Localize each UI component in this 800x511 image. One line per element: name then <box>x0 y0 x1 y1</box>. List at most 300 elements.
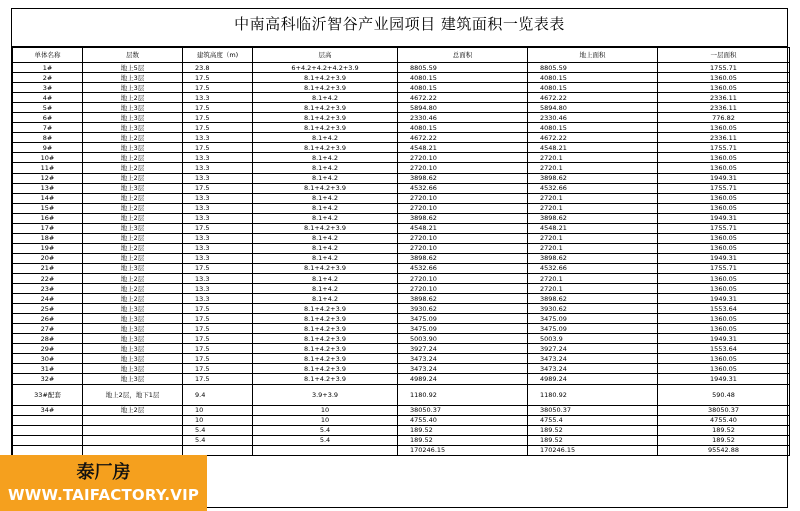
column-header: 一层面积 <box>658 48 790 63</box>
table-cell: 地上3层 <box>83 223 183 233</box>
table-cell: 13.3 <box>183 163 253 173</box>
table-cell: 32# <box>13 374 83 384</box>
table-cell: 8.1+4.2 <box>253 273 398 283</box>
table-row <box>13 83 790 93</box>
table-cell: 8805.59 <box>398 63 528 73</box>
table-cell: 189.52 <box>398 435 528 445</box>
table-cell: 17.5 <box>183 344 253 354</box>
table-cell: 17.5 <box>183 143 253 153</box>
table-cell: 8.1+4.2+3.9 <box>253 334 398 344</box>
table-cell: 4672.22 <box>398 133 528 143</box>
table-cell: 6# <box>13 113 83 123</box>
table-row <box>13 273 790 283</box>
table-cell: 8.1+4.2+3.9 <box>253 263 398 273</box>
column-header: 层数 <box>83 48 183 63</box>
table-cell: 13.3 <box>183 93 253 103</box>
table-row <box>13 253 790 263</box>
table-row <box>13 113 790 123</box>
table-cell: 4080.15 <box>398 73 528 83</box>
table-cell: 地上2层 <box>83 294 183 304</box>
table-cell: 4080.15 <box>398 83 528 93</box>
table-cell: 4548.21 <box>398 223 528 233</box>
table-cell: 13.3 <box>183 243 253 253</box>
table-cell: 95542.88 <box>658 445 790 455</box>
table-cell: 地上3层 <box>83 263 183 273</box>
table-cell: 17.5 <box>183 364 253 374</box>
table-cell: 17.5 <box>183 304 253 314</box>
table-cell: 15# <box>13 203 83 213</box>
table-cell <box>83 445 183 455</box>
table-row <box>13 304 790 314</box>
table-cell: 4672.22 <box>528 93 658 103</box>
table-cell: 7# <box>13 123 83 133</box>
table-row <box>13 203 790 213</box>
watermark-banner <box>0 455 207 511</box>
table-cell: 1360.05 <box>658 153 790 163</box>
table-cell: 4532.66 <box>528 263 658 273</box>
table-cell: 30# <box>13 354 83 364</box>
table-cell: 地上2层，地下1层 <box>83 384 183 405</box>
table-row <box>13 324 790 334</box>
table-cell: 17.5 <box>183 354 253 364</box>
table-cell: 地上2层 <box>83 193 183 203</box>
table-cell: 1360.05 <box>658 273 790 283</box>
table-cell: 8.1+4.2 <box>253 233 398 243</box>
table-header-row <box>13 48 790 63</box>
table-cell: 3475.09 <box>398 314 528 324</box>
table-cell: 17# <box>13 223 83 233</box>
table-cell: 13.3 <box>183 193 253 203</box>
table-cell: 2720.1 <box>528 203 658 213</box>
table-cell: 3898.62 <box>398 294 528 304</box>
table-cell: 28# <box>13 334 83 344</box>
table-cell: 4548.21 <box>528 223 658 233</box>
table-cell: 1553.64 <box>658 344 790 354</box>
table-cell: 8.1+4.2+3.9 <box>253 183 398 193</box>
table-cell: 33#配套 <box>13 384 83 405</box>
table-cell: 170246.15 <box>528 445 658 455</box>
column-header: 地上面积 <box>528 48 658 63</box>
table-cell <box>13 435 83 445</box>
table-row <box>13 243 790 253</box>
table-cell: 4672.22 <box>398 93 528 103</box>
table-cell: 3898.62 <box>398 213 528 223</box>
table-cell: 地上2层 <box>83 284 183 294</box>
table-cell: 4080.15 <box>528 83 658 93</box>
table-row <box>13 63 790 73</box>
table-cell: 1360.05 <box>658 354 790 364</box>
table-cell <box>83 425 183 435</box>
table-cell: 5.4 <box>183 435 253 445</box>
table-cell: 8.1+4.2 <box>253 294 398 304</box>
table-cell: 2720.1 <box>528 284 658 294</box>
table-cell: 17.5 <box>183 374 253 384</box>
table-cell: 27# <box>13 324 83 334</box>
table-cell: 1360.05 <box>658 324 790 334</box>
table-cell: 21# <box>13 263 83 273</box>
table-cell: 地上2层 <box>83 163 183 173</box>
table-cell: 8.1+4.2+3.9 <box>253 304 398 314</box>
table-cell <box>83 435 183 445</box>
table-cell <box>13 445 83 455</box>
table-cell: 9.4 <box>183 384 253 405</box>
table-cell: 1755.71 <box>658 63 790 73</box>
table-row <box>13 415 790 425</box>
table-cell: 地上2层 <box>83 213 183 223</box>
table-cell: 1360.05 <box>658 243 790 253</box>
table-cell: 14# <box>13 193 83 203</box>
table-cell: 地上3层 <box>83 314 183 324</box>
table-cell: 8.1+4.2 <box>253 153 398 163</box>
table-cell: 3473.24 <box>528 364 658 374</box>
table-cell: 2720.1 <box>528 233 658 243</box>
table-cell <box>13 415 83 425</box>
table-cell: 24# <box>13 294 83 304</box>
table-cell: 地上3层 <box>83 354 183 364</box>
table-cell: 3930.62 <box>398 304 528 314</box>
table-cell: 4080.15 <box>398 123 528 133</box>
table-cell: 1949.31 <box>658 294 790 304</box>
table-cell: 1360.05 <box>658 123 790 133</box>
table-row <box>13 344 790 354</box>
table-cell: 4532.66 <box>398 183 528 193</box>
table-cell: 2330.46 <box>528 113 658 123</box>
table-cell: 29# <box>13 344 83 354</box>
table-cell: 16# <box>13 213 83 223</box>
table-cell: 1360.05 <box>658 83 790 93</box>
table-cell: 1360.05 <box>658 364 790 374</box>
table-cell: 8.1+4.2 <box>253 133 398 143</box>
table-cell: 10 <box>253 415 398 425</box>
table-cell: 1180.92 <box>528 384 658 405</box>
table-cell: 地上3层 <box>83 374 183 384</box>
table-cell: 2720.10 <box>398 233 528 243</box>
table-row <box>13 435 790 445</box>
table-cell: 31# <box>13 364 83 374</box>
table-cell: 3# <box>13 83 83 93</box>
table-cell: 地上2层 <box>83 93 183 103</box>
table-cell: 2720.1 <box>528 153 658 163</box>
table-cell: 4548.21 <box>528 143 658 153</box>
table-cell: 17.5 <box>183 334 253 344</box>
table-cell: 13.3 <box>183 133 253 143</box>
table-cell: 17.5 <box>183 183 253 193</box>
table-cell: 4532.66 <box>528 183 658 193</box>
table-cell: 8.1+4.2 <box>253 163 398 173</box>
table-cell: 25# <box>13 304 83 314</box>
table-cell: 13.3 <box>183 233 253 243</box>
table-cell: 8.1+4.2+3.9 <box>253 73 398 83</box>
table-cell: 2720.1 <box>528 193 658 203</box>
table-cell: 地上2层 <box>83 243 183 253</box>
table-cell: 4755.40 <box>398 415 528 425</box>
table-cell: 13.3 <box>183 173 253 183</box>
table-cell: 5894.80 <box>528 103 658 113</box>
table-cell: 17.5 <box>183 314 253 324</box>
table-cell: 8.1+4.2+3.9 <box>253 83 398 93</box>
table-row <box>13 73 790 83</box>
table-cell: 8.1+4.2 <box>253 253 398 263</box>
table-cell: 2720.1 <box>528 243 658 253</box>
table-cell: 地上3层 <box>83 123 183 133</box>
table-cell: 8.1+4.2 <box>253 243 398 253</box>
table-cell: 1360.05 <box>658 73 790 83</box>
table-cell: 13.3 <box>183 284 253 294</box>
table-cell: 地上3层 <box>83 334 183 344</box>
table-cell: 3898.62 <box>398 173 528 183</box>
table-cell: 4989.24 <box>398 374 528 384</box>
table-cell: 13.3 <box>183 213 253 223</box>
table-cell: 17.5 <box>183 73 253 83</box>
table-cell: 3898.62 <box>528 173 658 183</box>
table-cell: 5003.9 <box>528 334 658 344</box>
table-cell: 1755.71 <box>658 263 790 273</box>
table-cell: 19# <box>13 243 83 253</box>
table-cell: 1360.05 <box>658 233 790 243</box>
table-row <box>13 374 790 384</box>
table-cell: 2720.10 <box>398 193 528 203</box>
table-cell: 2330.46 <box>398 113 528 123</box>
table-cell: 189.52 <box>658 425 790 435</box>
table-cell: 18# <box>13 233 83 243</box>
sheet-title: 中南高科临沂智谷产业园项目 建筑面积一览表表 <box>12 9 787 47</box>
table-cell: 5894.80 <box>398 103 528 113</box>
table-cell: 34# <box>13 405 83 415</box>
table-cell: 22# <box>13 273 83 283</box>
table-cell: 8# <box>13 133 83 143</box>
table-cell: 地上2层 <box>83 253 183 263</box>
table-row <box>13 93 790 103</box>
table-row <box>13 173 790 183</box>
table-cell: 17.5 <box>183 263 253 273</box>
table-cell: 17.5 <box>183 83 253 93</box>
table-cell: 13.3 <box>183 294 253 304</box>
table-cell: 3927.24 <box>398 344 528 354</box>
table-cell: 2336.11 <box>658 93 790 103</box>
table-row <box>13 314 790 324</box>
table-cell: 3475.09 <box>528 324 658 334</box>
table-cell: 1949.31 <box>658 173 790 183</box>
table-cell: 13.3 <box>183 273 253 283</box>
table-cell: 地上5层 <box>83 63 183 73</box>
table-cell: 3475.09 <box>398 324 528 334</box>
table-cell: 1755.71 <box>658 223 790 233</box>
table-cell: 1755.71 <box>658 143 790 153</box>
table-row <box>13 284 790 294</box>
table-cell: 189.52 <box>398 425 528 435</box>
table-cell: 13.3 <box>183 153 253 163</box>
table-cell: 1949.31 <box>658 334 790 344</box>
table-cell: 189.52 <box>528 425 658 435</box>
table-cell: 2720.1 <box>528 273 658 283</box>
table-cell: 590.48 <box>658 384 790 405</box>
table-cell: 地上3层 <box>83 344 183 354</box>
table-row <box>13 334 790 344</box>
table-cell: 1949.31 <box>658 253 790 263</box>
table-cell: 4548.21 <box>398 143 528 153</box>
table-cell: 地上3层 <box>83 304 183 314</box>
table-cell: 38050.37 <box>658 405 790 415</box>
table-row <box>13 103 790 113</box>
column-header: 层高 <box>253 48 398 63</box>
table-cell: 170246.15 <box>398 445 528 455</box>
table-cell <box>253 445 398 455</box>
table-cell: 4080.15 <box>528 73 658 83</box>
column-header: 建筑高度（m) <box>183 48 253 63</box>
table-cell: 12# <box>13 173 83 183</box>
table-cell: 1949.31 <box>658 374 790 384</box>
table-cell: 2720.1 <box>528 163 658 173</box>
table-cell: 地上3层 <box>83 83 183 93</box>
table-row <box>13 213 790 223</box>
table-body <box>13 63 790 456</box>
table-row <box>13 233 790 243</box>
table-cell: 3930.62 <box>528 304 658 314</box>
table-cell: 5.4 <box>183 425 253 435</box>
table-cell: 17.5 <box>183 103 253 113</box>
table-cell: 2720.10 <box>398 273 528 283</box>
table-cell: 8.1+4.2 <box>253 173 398 183</box>
table-cell: 9# <box>13 143 83 153</box>
table-cell: 8.1+4.2 <box>253 213 398 223</box>
table-cell: 13.3 <box>183 203 253 213</box>
watermark-brand: 泰厂房 <box>76 462 131 483</box>
table-cell: 地上3层 <box>83 364 183 374</box>
table-cell: 1360.05 <box>658 314 790 324</box>
table-cell: 26# <box>13 314 83 324</box>
table-cell: 8.1+4.2 <box>253 203 398 213</box>
table-row <box>13 384 790 405</box>
table-cell: 2720.10 <box>398 243 528 253</box>
table-row <box>13 163 790 173</box>
table-cell: 1360.05 <box>658 163 790 173</box>
table-cell: 地上3层 <box>83 143 183 153</box>
table-cell: 3898.62 <box>398 253 528 263</box>
table-cell: 地上2层 <box>83 153 183 163</box>
table-cell: 地上2层 <box>83 203 183 213</box>
table-cell: 17.5 <box>183 113 253 123</box>
table-row <box>13 153 790 163</box>
table-cell: 地上2层 <box>83 405 183 415</box>
table-cell <box>183 445 253 455</box>
column-header: 单体名称 <box>13 48 83 63</box>
table-row <box>13 263 790 273</box>
table-cell: 189.52 <box>658 435 790 445</box>
table-cell: 3.9+3.9 <box>253 384 398 405</box>
table-cell: 1949.31 <box>658 213 790 223</box>
column-header: 总面积 <box>398 48 528 63</box>
table-cell: 8.1+4.2 <box>253 284 398 294</box>
table-cell: 1360.05 <box>658 193 790 203</box>
table-cell: 5# <box>13 103 83 113</box>
table-cell: 5003.90 <box>398 334 528 344</box>
table-cell: 3898.62 <box>528 253 658 263</box>
spreadsheet-sheet <box>11 8 788 508</box>
table-cell: 8.1+4.2+3.9 <box>253 374 398 384</box>
area-table <box>12 47 790 456</box>
table-cell: 5.4 <box>253 425 398 435</box>
table-cell: 38050.37 <box>528 405 658 415</box>
table-row <box>13 193 790 203</box>
table-cell: 地上2层 <box>83 273 183 283</box>
table-cell: 4080.15 <box>528 123 658 133</box>
table-row <box>13 123 790 133</box>
table-cell: 8.1+4.2+3.9 <box>253 103 398 113</box>
table-cell: 8.1+4.2+3.9 <box>253 113 398 123</box>
table-row <box>13 133 790 143</box>
table-cell: 4532.66 <box>398 263 528 273</box>
table-cell: 地上3层 <box>83 103 183 113</box>
table-cell: 8.1+4.2+3.9 <box>253 324 398 334</box>
table-cell: 地上3层 <box>83 183 183 193</box>
table-cell: 3898.62 <box>528 213 658 223</box>
table-row <box>13 294 790 304</box>
table-cell: 23.8 <box>183 63 253 73</box>
table-row <box>13 405 790 415</box>
table-cell: 13# <box>13 183 83 193</box>
table-cell: 2336.11 <box>658 133 790 143</box>
table-cell: 20# <box>13 253 83 263</box>
table-row <box>13 425 790 435</box>
table-cell: 8.1+4.2+3.9 <box>253 364 398 374</box>
table-cell: 2336.11 <box>658 103 790 113</box>
table-row <box>13 445 790 455</box>
table-cell: 13.3 <box>183 253 253 263</box>
table-cell: 3473.24 <box>398 364 528 374</box>
table-cell: 11# <box>13 163 83 173</box>
table-cell: 3473.24 <box>398 354 528 364</box>
table-cell: 6+4.2+4.2+4.2+3.9 <box>253 63 398 73</box>
table-row <box>13 364 790 374</box>
table-cell: 4755.40 <box>658 415 790 425</box>
table-cell: 地上3层 <box>83 113 183 123</box>
table-cell: 2720.10 <box>398 163 528 173</box>
table-cell: 2720.10 <box>398 203 528 213</box>
table-row <box>13 183 790 193</box>
table-cell: 10 <box>183 405 253 415</box>
table-row <box>13 223 790 233</box>
table-cell: 地上3层 <box>83 73 183 83</box>
table-cell: 8.1+4.2+3.9 <box>253 344 398 354</box>
table-cell: 8.1+4.2+3.9 <box>253 354 398 364</box>
table-cell: 17.5 <box>183 324 253 334</box>
table-cell: 4# <box>13 93 83 103</box>
table-cell: 3898.62 <box>528 294 658 304</box>
table-cell: 10 <box>183 415 253 425</box>
table-cell: 1180.92 <box>398 384 528 405</box>
table-cell: 4989.24 <box>528 374 658 384</box>
table-cell: 1553.64 <box>658 304 790 314</box>
table-cell: 189.52 <box>528 435 658 445</box>
table-cell: 8.1+4.2 <box>253 193 398 203</box>
table-cell: 1360.05 <box>658 203 790 213</box>
table-cell: 17.5 <box>183 123 253 133</box>
table-cell: 3473.24 <box>528 354 658 364</box>
table-cell: 10# <box>13 153 83 163</box>
table-cell: 地上2层 <box>83 173 183 183</box>
table-cell: 23# <box>13 284 83 294</box>
table-cell: 1755.71 <box>658 183 790 193</box>
table-cell: 3475.09 <box>528 314 658 324</box>
table-cell: 2720.10 <box>398 284 528 294</box>
table-cell: 1# <box>13 63 83 73</box>
table-cell: 17.5 <box>183 223 253 233</box>
table-cell: 3927.24 <box>528 344 658 354</box>
table-cell: 8.1+4.2+3.9 <box>253 314 398 324</box>
table-row <box>13 354 790 364</box>
table-cell: 8.1+4.2+3.9 <box>253 223 398 233</box>
table-cell: 2# <box>13 73 83 83</box>
